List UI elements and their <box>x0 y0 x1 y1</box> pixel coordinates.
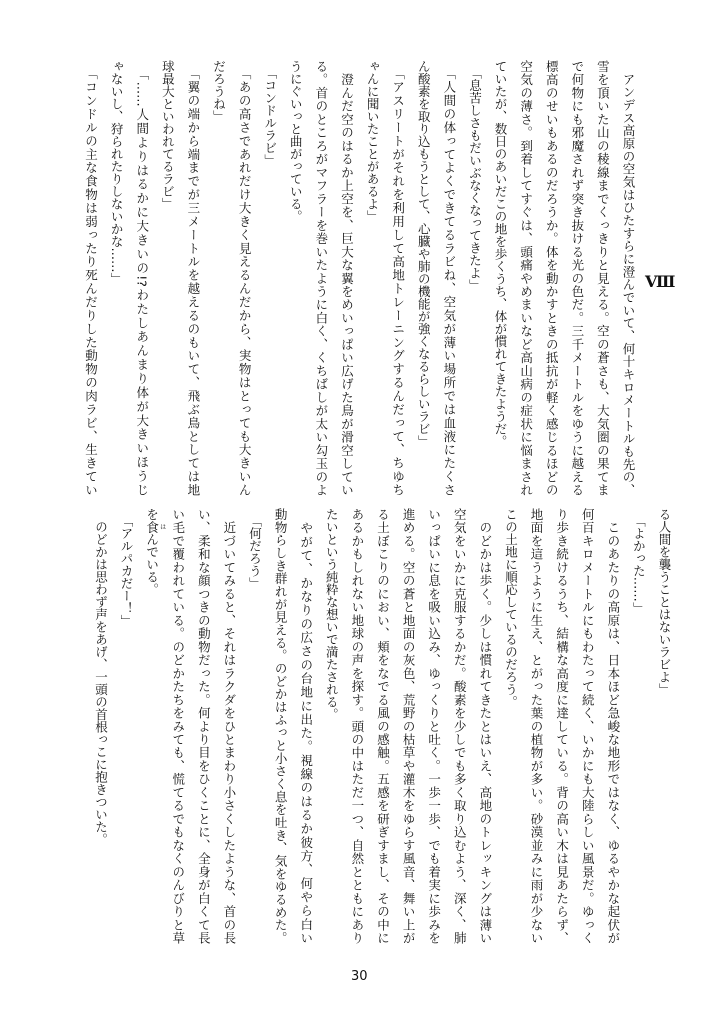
text-column: 「コンドルラビ」 <box>262 60 278 167</box>
text-column: やがて、かなりの広さの台地に出た。視線のはるか彼方、何やら白い <box>298 508 314 944</box>
text-column: 「……人間よりはるかに大きいの!?わたしあんまり体が大きいほうじ <box>134 60 150 496</box>
text-column: 「よかった……」 <box>631 508 647 615</box>
text-column: うにぐいっと曲がっている。 <box>288 60 304 223</box>
text-column: る。首のところがマフラーを巻いたように白く、くちばしが太い勾玉のよ <box>313 60 329 496</box>
ruby-base: 食 <box>144 520 160 533</box>
ruby-text: は <box>158 520 166 533</box>
text-column: り歩き続けるうち、結構な高度に達している。背の高い木は見あたらず、 <box>554 508 570 944</box>
text-segment: んでいる。 <box>144 533 160 596</box>
text-column: 標高のせいもあるのだろうか。体を動かすときの抵抗が軽く感じるほどの <box>544 60 560 496</box>
text-column: アンデス高原の空気はひたすらに澄んでいて、何十キロメートルも先の、 <box>621 60 636 496</box>
text-column: で何物にも邪魔されず突き抜ける光の色だ。三千メートルをゆうに越える <box>569 60 585 496</box>
text-column: 「コンドルの主な食物は弱ったり死んだりした動物の肉ラビ、生きてい <box>83 60 99 496</box>
text-column: 「人間の体ってよくできてるラビね、空気が薄い場所では血液にたくさ <box>441 60 457 496</box>
chapter-number: Ⅷ <box>645 272 675 291</box>
text-column: 球最大といわれてるラビ」 <box>160 60 176 210</box>
text-column: あるかもしれない地球の声を探す。頭の中はただ一つ、自然とともにあり <box>349 508 365 944</box>
text-column: のどかは思わず声をあげ、一頭の首根っこに抱きついた。 <box>93 508 109 846</box>
text-block-top <box>78 60 641 496</box>
text-column: 澄んだ空のはるか上空を、巨大な翼をめいっぱい広げた鳥が滑空してい <box>339 60 355 496</box>
text-column: る土ぼこりのにおい、頬をなでる風の感触。五感を研ぎすまし、その中に <box>375 508 391 944</box>
text-column: 動物らしき群れが見える。のどかはふっと小さく息を吐き、気をゆるめた。 <box>273 508 289 944</box>
text-column: 「翼の端から端までが三メートルを越えるのもいて、飛ぶ鳥としては地 <box>185 60 201 496</box>
text-column: だろうね」 <box>211 60 227 123</box>
text-column: 地面を這うように生え、とがった葉の植物が多い。砂漠並みに雨が少ない <box>529 508 545 944</box>
text-column: ていたが、数日のあいだこの地を歩くうち、体が慣れてきたようだ。 <box>493 60 509 448</box>
text-column: 進める。空の蒼と地面の灰色、荒野の枯草や灌木をゆらす風音、舞い上が <box>401 508 417 944</box>
text-column: ゃんに聞いたことがあるよ」 <box>365 60 381 223</box>
text-column: い毛で覆われている。のどかたちをみても、慌てるでもなくのんびりと草 <box>170 508 186 944</box>
text-column: ゃないし、狩られたりしないかな……」 <box>109 60 125 285</box>
text-segment: を <box>144 508 160 521</box>
text-column: る人間を襲うことはないラビよ」 <box>657 508 672 696</box>
text-column: 「息苦しさもだいぶなくなってきたよ」 <box>467 60 483 292</box>
text-column: 「アルパカだー！」 <box>119 508 135 627</box>
text-column: のどかは歩く。少しは慣れてきたとはいえ、高地のトレッキングは薄い <box>477 508 493 944</box>
text-column: い、柔和な顔つきの動物だった。何より目をひくことに、全身が白くて長 <box>196 508 212 944</box>
text-column: この土地に順応しているのだろう。 <box>503 508 519 708</box>
text-column <box>139 508 165 944</box>
text-block-bottom <box>88 508 677 944</box>
text-column: ん酸素を取り込もうとして、心臓や肺の機能が強くなるらしいラビ」 <box>416 60 432 448</box>
text-column: 近づいてみると、それはラクダをひとまわり小さくしたような、首の長 <box>221 508 237 944</box>
text-column: 「アスリートがそれを利用して高地トレーニングするんだって、ちゆち <box>390 60 406 496</box>
text-column: 何百キロメートルにもわたって続く、いかにも大陸らしい風景だ。ゆっく <box>580 508 596 944</box>
text-column: いっぱいに息を吸い込み、ゆっくりと吐く。一歩一歩、でも着実に歩みを <box>426 508 442 944</box>
text-column: 雪を頂いた山の稜線までくっきりと見える。空の蒼さも、大気圏の果てま <box>595 60 611 496</box>
text-column: 空気をいかに克服するかだ。酸素を少しでも多く取り込むよう、深く、肺 <box>452 508 468 944</box>
text-column: 「何だろう」 <box>247 508 263 590</box>
page-number: 30 <box>351 969 368 984</box>
text-column: このあたりの高原は、日本ほど急峻な地形ではなく、ゆるやかな起伏が <box>605 508 621 944</box>
text-column: 「あの高さであれだけ大きく見えるんだから、実物はとっても大きいん <box>237 60 253 496</box>
text-column: 空気の薄さ。到着してすぐは、頭痛やめまいなど高山病の症状に悩まされ <box>518 60 534 496</box>
text-column: たいという純粋な想いで満たされる。 <box>324 508 340 721</box>
ruby-annotation <box>144 520 166 534</box>
